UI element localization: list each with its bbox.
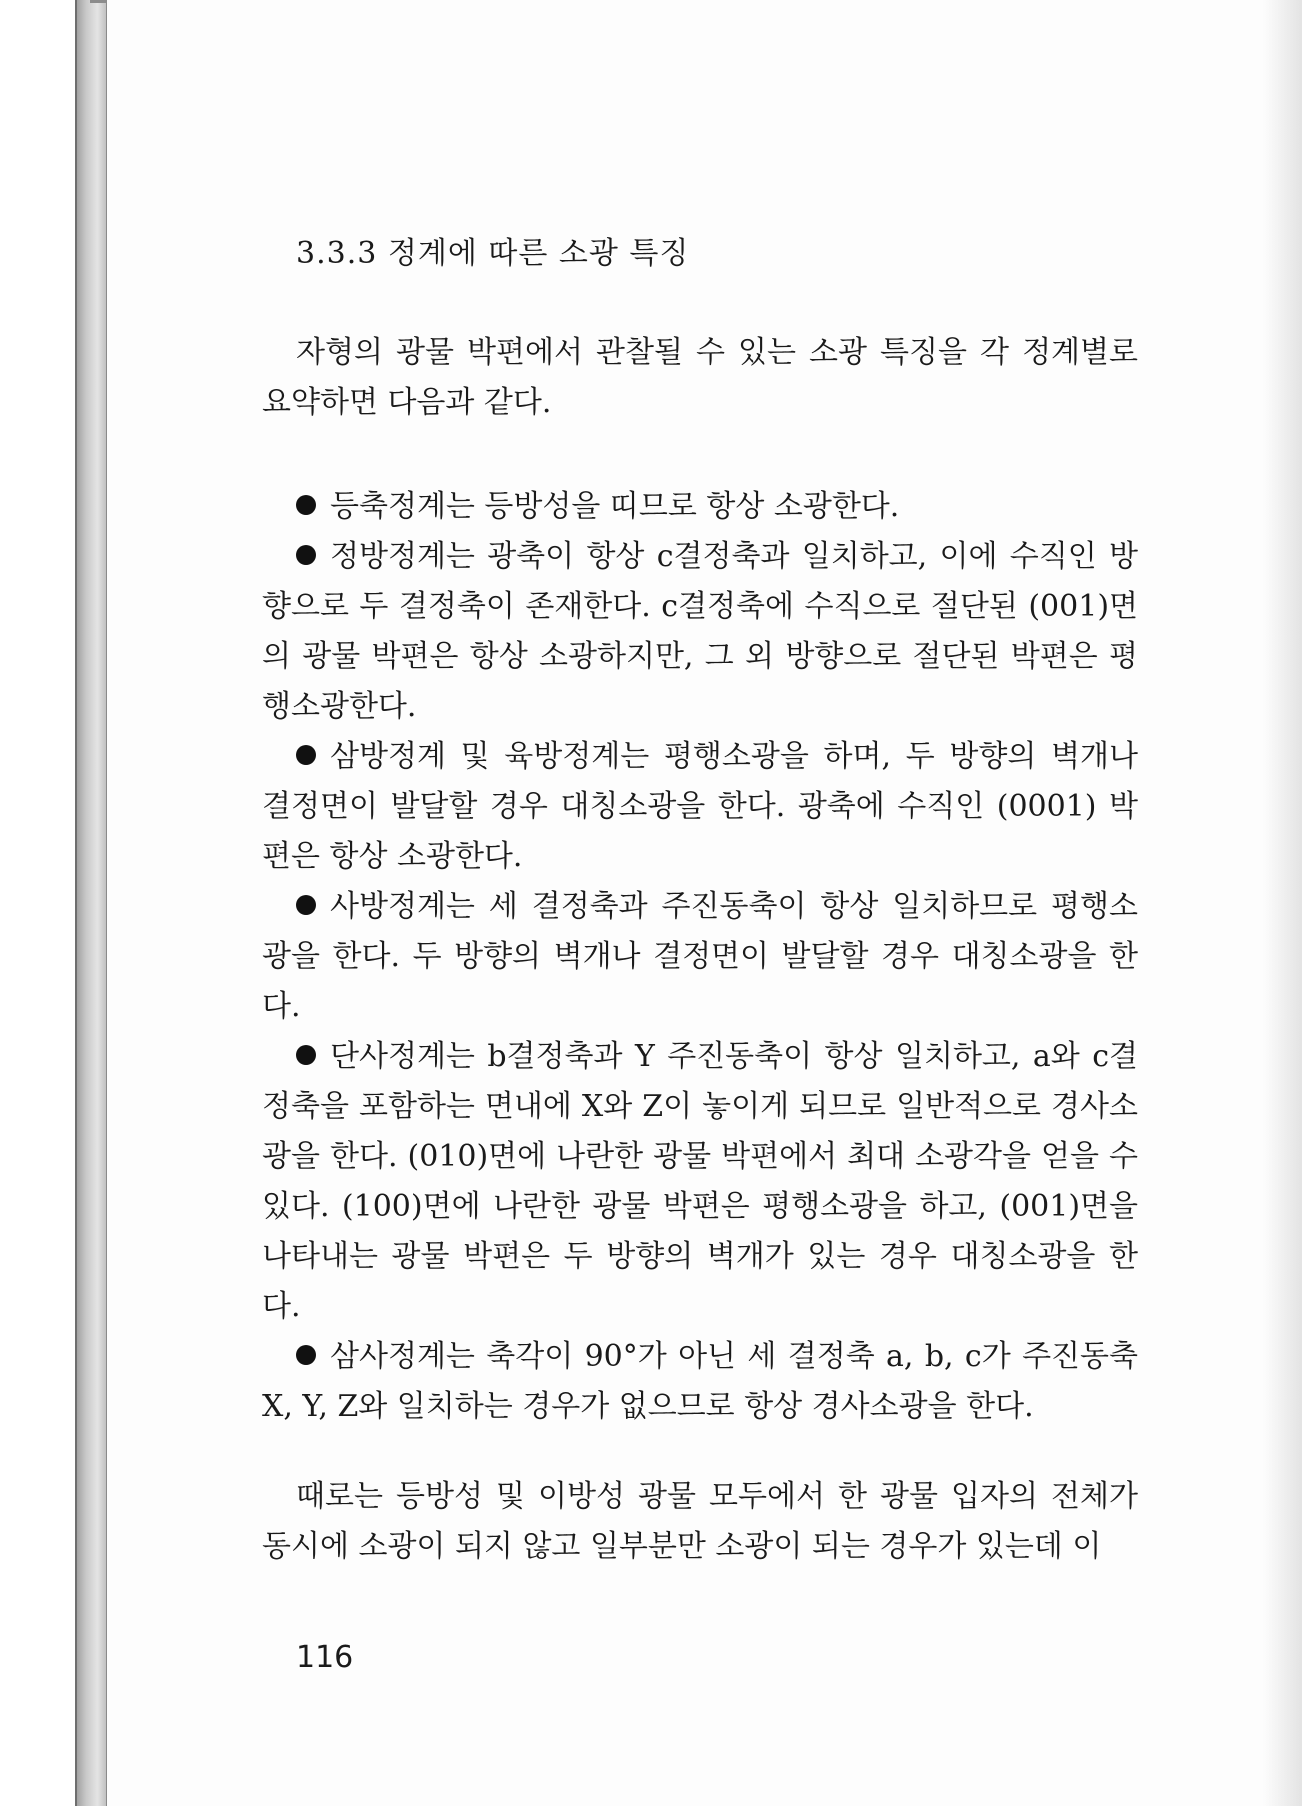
list-item-text: 정방정계는 광축이 항상 c결정축과 일치하고, 이에 수직인 방향으로 두 결정축이 존재한다. c결정축에 수직으로 절단된 (001)면의 광물 박편은 항상 소광하지만, 그 외 방향으로 절단된 박편은 평행소광한다. xyxy=(262,539,1138,724)
bullet-icon xyxy=(296,745,316,765)
section-heading: 3.3.3 정계에 따른 소광 특징 xyxy=(296,236,690,271)
list-item-text: 삼방정계 및 육방정계는 평행소광을 하며, 두 방향의 벽개나 결정면이 발달할 경우 대칭소광을 한다. 광축에 수직인 (0001) 박편은 항상 소광한다. xyxy=(262,739,1138,874)
list-item-text: 등축정계는 등방성을 띠므로 항상 소광한다. xyxy=(330,489,900,524)
page-number: 116 xyxy=(296,1640,354,1675)
list-item-text: 단사정계는 b결정축과 Y 주진동축이 항상 일치하고, a와 c결정축을 포함하는 면내에 X와 Z이 놓이게 되므로 일반적으로 경사소광을 한다. (010)면에 나란한 광물 박편에서 최대 소광각을 얻을 수 있다. (100)면에 나란한 광물 박편은 평행소광을 하고, (001)면을 나타내는 광물 박편은 두 방향의 벽개가 있는 경우 대칭소광을 한다. xyxy=(262,1039,1138,1324)
list-item-text: 삼사정계는 축각이 90°가 아닌 세 결정축 a, b, c가 주진동축 X, Y, Z와 일치하는 경우가 없으므로 항상 경사소광을 한다. xyxy=(262,1339,1138,1424)
bullet-icon xyxy=(296,1045,316,1065)
bullet-icon xyxy=(296,895,316,915)
book-spine-edge xyxy=(75,0,107,1806)
bullet-icon xyxy=(296,1345,316,1365)
book-edge-line xyxy=(75,0,77,1806)
list-item-trigonal-hexagonal xyxy=(262,732,1138,882)
list-spacer xyxy=(262,1432,1138,1472)
page-right-shadow xyxy=(1263,0,1302,1806)
list-item-triclinic xyxy=(262,1332,1138,1432)
intro-paragraph: 자형의 광물 박편에서 관찰될 수 있는 소광 특징을 각 정계별로 요약하면 다음과 같다. xyxy=(262,335,1138,420)
list-item-tetragonal xyxy=(262,532,1138,732)
bullet-icon xyxy=(296,495,316,515)
list-item-orthorhombic xyxy=(262,882,1138,1032)
crystal-system-list xyxy=(262,482,1138,1572)
closing-paragraph: 때로는 등방성 및 이방성 광물 모두에서 한 광물 입자의 전체가 동시에 소광이 되지 않고 일부분만 소광이 되는 경우가 있는데 이 xyxy=(262,1479,1138,1564)
list-item-text: 사방정계는 세 결정축과 주진동축이 항상 일치하므로 평행소광을 한다. 두 방향의 벽개나 결정면이 발달할 경우 대칭소광을 한다. xyxy=(262,889,1138,1024)
list-item-isometric xyxy=(262,482,1138,532)
bullet-icon xyxy=(296,545,316,565)
list-item-monoclinic xyxy=(262,1032,1138,1332)
